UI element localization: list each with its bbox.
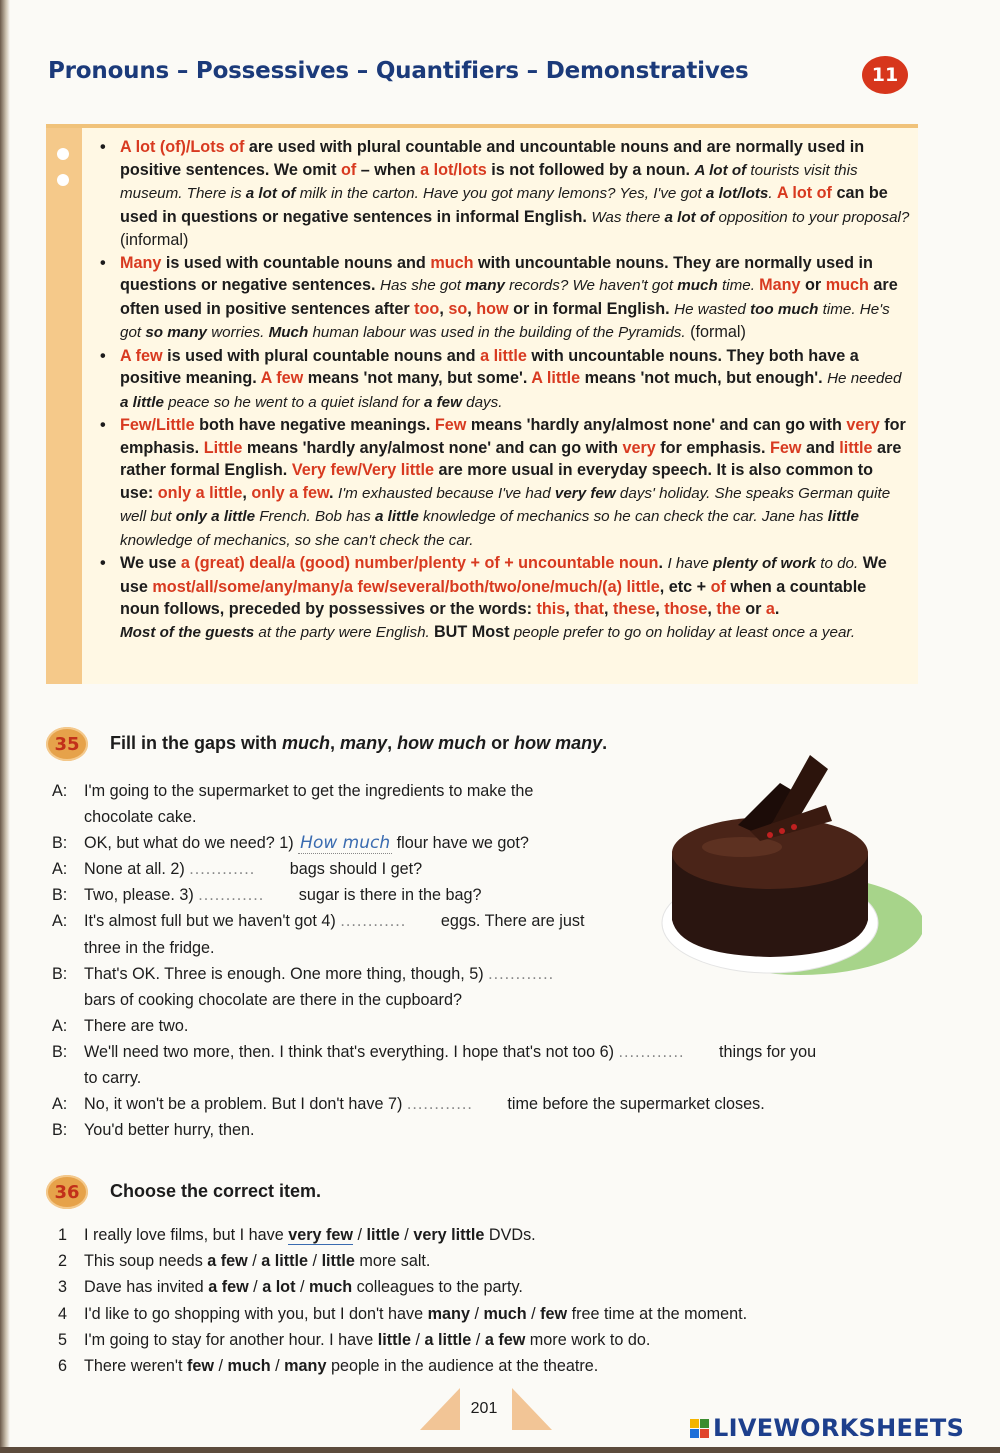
option[interactable]: very little	[413, 1226, 485, 1244]
grammar-rule-many-much: • Many is used with countable nouns and much with uncountable nouns. They are normally used in questions or negative sentences. Has she got many records? We haven't got much time. Many or much are often used in positive sentences after too, so, how or in formal English. He wasted too much time. He's got so many worries. Much human labour was used in the building of the Pyramids. (formal)	[98, 252, 910, 345]
option[interactable]: little	[377, 1330, 412, 1349]
choice-item: 6 There weren't few / much / many people in the audience at the theatre.	[58, 1357, 599, 1376]
option[interactable]: few	[186, 1357, 214, 1376]
dialogue-line: B: OK, but what do we need? 1) How much flour have we got?	[52, 833, 529, 854]
option[interactable]: little	[366, 1226, 400, 1244]
stripe-dot	[57, 174, 69, 186]
gap-4[interactable]: ............	[340, 912, 407, 931]
choice-item: 2 This soup needs a few / a little / little more salt.	[58, 1252, 431, 1271]
dialogue-line: A: I'm going to the supermarket to get the ingredients to make the chocolate cake.	[52, 782, 534, 827]
gap-3[interactable]: ............	[198, 886, 265, 905]
exercise-36-list	[58, 1222, 938, 1379]
choice-item: 1 I really love films, but I have very few / little / very little DVDs.	[58, 1226, 536, 1244]
option[interactable]: a little	[261, 1252, 309, 1271]
unit-badge: 11	[862, 56, 908, 94]
dialogue-line: A: It's almost full but we haven't got 4) ............ eggs. There are just three in the fridge.	[52, 908, 922, 960]
exercise-36-badge: 36	[46, 1175, 88, 1209]
gap-7[interactable]: ............	[406, 1095, 473, 1114]
gap-5[interactable]: ............	[488, 964, 555, 983]
gap-1-answer[interactable]: How much	[300, 833, 391, 854]
exercise-35-badge: 35	[46, 727, 88, 761]
choice-item: 3 Dave has invited a few / a lot / much colleagues to the party.	[58, 1278, 523, 1297]
option[interactable]: a lot	[262, 1278, 296, 1297]
page-number: 201	[470, 1400, 498, 1417]
page-title: Pronouns – Possessives – Quantifiers – Demonstratives	[48, 58, 749, 84]
dialogue-line: B: Two, please. 3) ............ sugar is there in the bag?	[52, 882, 922, 908]
exercise-35-dialogue	[52, 778, 922, 1143]
option[interactable]: a few	[208, 1278, 249, 1297]
logo-icon	[690, 1419, 709, 1438]
option[interactable]: a little	[424, 1330, 472, 1349]
dialogue-line: A: None at all. 2) ............ bags should I get?	[52, 856, 922, 882]
dialogue-line: B: That's OK. Three is enough. One more thing, though, 5) ............ bars of cooking chocolate are there in the cupboard?	[52, 961, 922, 1013]
gap-6[interactable]: ............	[618, 1042, 685, 1061]
exercise-36-title: Choose the correct item.	[110, 1181, 322, 1201]
grammar-rule-few-little: • Few/Little both have negative meanings. Few means 'hardly any/almost none' and can go with very for emphasis. Little means 'hardly any/almost none' and can go with very for emphasis. Few and little are rather formal English. Very few/Very little are more usual in everyday speech. It is also common to use: only a little, only a few. I'm exhausted because I've had very few days' holiday. She speaks German quite well but only a little French. Bob has a little knowledge of mechanics so he can check the car. Jane has little knowledge of mechanics, so she can't check the car.	[98, 414, 910, 552]
option[interactable]: many	[427, 1304, 470, 1323]
option[interactable]: a few	[484, 1330, 526, 1349]
option[interactable]: much	[483, 1304, 527, 1323]
option[interactable]: much	[308, 1278, 353, 1297]
option[interactable]: a few	[207, 1252, 248, 1271]
dialogue-line: B: You'd better hurry, then.	[52, 1121, 255, 1140]
exercise-35-title: Fill in the gaps with much, many, how much or how many.	[110, 733, 608, 753]
page-tab-right	[512, 1388, 552, 1430]
liveworksheets-logo: LIVEWORKSHEETS	[690, 1414, 964, 1442]
grammar-stripe	[46, 128, 82, 684]
grammar-list	[98, 136, 910, 644]
option[interactable]: little	[321, 1252, 355, 1271]
page-edge-shadow	[0, 0, 10, 1453]
grammar-rule-of-usage: • We use a (great) deal/a (good) number/plenty + of + uncountable noun. I have plenty of work to do. We use most/all/some/any/many/a few/several/both/two/one/much/(a) little, etc + of when a countable noun follows, preceded by possessives or the words: this, that, these, those, the or a. Most of the guests at the party were English. BUT Most people prefer to go on holiday at least once a year.	[98, 552, 910, 644]
choice-item: 5 I'm going to stay for another hour. I have little / a little / a few more work to do.	[58, 1330, 651, 1349]
grammar-box	[46, 124, 918, 684]
dialogue-line: A: There are two.	[52, 1016, 189, 1035]
stripe-dot	[57, 148, 69, 160]
grammar-rule-a-lot: • A lot (of)/Lots of are used with plural countable and uncountable nouns and are normally used in positive sentences. We omit of – when a lot/lots is not followed by a noun. A lot of tourists visit this museum. There is a lot of milk in the carton. Have you got many lemons? Yes, I've got a lot/lots. A lot of can be used in questions or negative sentences in informal English. Was there a lot of opposition to your proposal? (informal)	[98, 136, 910, 252]
gap-2[interactable]: ............	[189, 860, 256, 879]
page-bottom-edge	[0, 1447, 1000, 1453]
dialogue-line: B: We'll need two more, then. I think that's everything. I hope that's not too 6) ............ things for you to carry.	[52, 1039, 922, 1091]
option[interactable]: many	[284, 1357, 327, 1376]
option[interactable]: much	[227, 1357, 271, 1376]
option[interactable]: few	[540, 1304, 568, 1323]
option[interactable]: very few	[288, 1226, 354, 1244]
grammar-rule-a-few-a-little: • A few is used with plural countable nouns and a little with uncountable nouns. They both have a positive meaning. A few means 'not many, but some'. A little means 'not much, but enough'. He needed a little peace so he went to a quiet island for a few days.	[98, 345, 910, 415]
dialogue-line: A: No, it won't be a problem. But I don't have 7) ............ time before the supermarket closes.	[52, 1091, 922, 1117]
choice-item: 4 I'd like to go shopping with you, but I don't have many / much / few free time at the moment.	[58, 1304, 748, 1323]
